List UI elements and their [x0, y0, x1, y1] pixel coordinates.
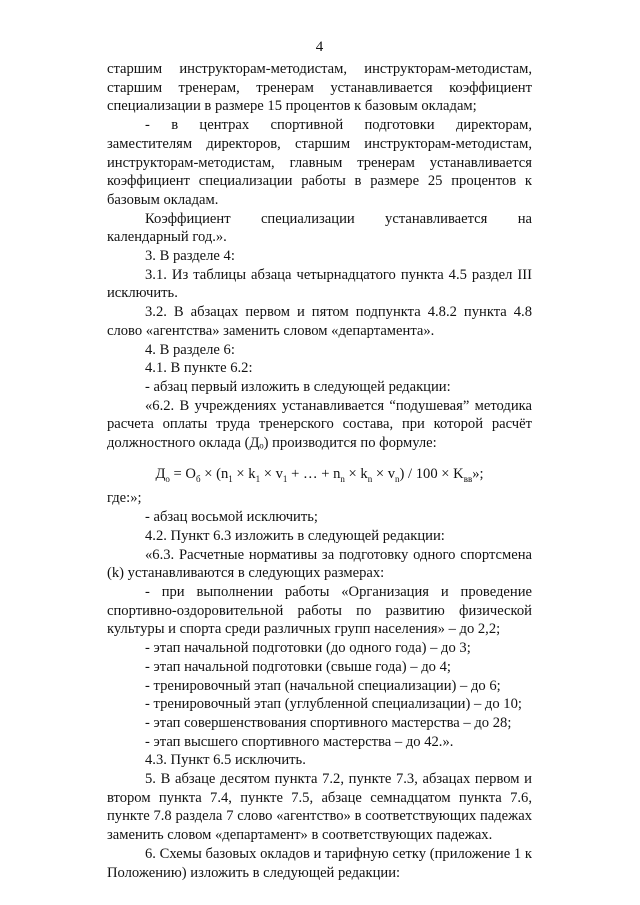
paragraph: старшим инструкторам-методистам, инструкторам-методистам, старшим тренерам, тренерам устанавливается коэффициент специализации в размере 15 процентов к базовым окладам;: [107, 61, 532, 115]
document-page: [107, 38, 532, 882]
paragraph: 4. В разделе 6:: [145, 341, 235, 358]
paragraph: 5. В абзаце десятом пункта 7.2, пункте 7.3, абзацах первом и втором пункта 7.4, пункте 7.5, абзаце семнадцатом пункта 7.6, пункте 7.8 раздела 7 слово «агентство» в соответствующих падежах заменить словом «департамент» в соответствующих падежах.: [107, 771, 532, 844]
paragraph: 6. Схемы базовых окладов и тарифную сетку (приложение 1 к Положению) изложить в следующей редакции:: [107, 845, 532, 881]
page-number: 4: [315, 39, 324, 55]
salary-formula: $Д_о = О_б \times (n_1 \times k_1 \times v_1$ + … + $n_n \times k_n \times v_n) / 100 \times K_{вв}$»;: [155, 465, 484, 484]
paragraph: «6.3. Расчетные нормативы за подготовку одного спортсмена (k) устанавливаются в следующих размерах:: [107, 546, 532, 582]
paragraph: 4.1. В пункте 6.2:: [145, 360, 253, 377]
paragraph: - тренировочный этап (начальной специализации) – до 6;: [145, 677, 501, 694]
paragraph: - этап начальной подготовки (до одного года) – до 3;: [145, 640, 471, 657]
paragraph: - абзац первый изложить в следующей редакции:: [145, 378, 451, 395]
text-block-bottom: [107, 489, 532, 882]
paragraph: 3. В разделе 4:: [145, 248, 235, 265]
text-block-top: [107, 60, 532, 453]
paragraph: - этап совершенствования спортивного мастерства – до 28;: [145, 714, 512, 731]
paragraph: 3.1. Из таблицы абзаца четырнадцатого пункта 4.5 раздел III исключить.: [107, 266, 532, 302]
paragraph: - в центрах спортивной подготовки директорам, заместителям директоров, старшим инструкторам-методистам, инструкторам-методистам, главным тренерам устанавливается коэффициент специализации работы в размере 25 процентов к базовым окладам.: [107, 117, 532, 208]
paragraph: 4.3. Пункт 6.5 исключить.: [145, 752, 306, 769]
paragraph: 4.2. Пункт 6.3 изложить в следующей редакции:: [145, 527, 445, 544]
paragraph: - абзац восьмой исключить;: [145, 509, 318, 526]
paragraph: 3.2. В абзацах первом и пятом подпункта 4.8.2 пункта 4.8 слово «агентства» заменить словом «департамента».: [107, 304, 532, 339]
paragraph: Коэффициент специализации устанавливается на календарный год.».: [107, 210, 532, 246]
paragraph: - при выполнении работы «Организация и проведение спортивно-оздоровительной работы по развитию физической культуры и спорта среди различных групп населения» – до 2,2;: [107, 583, 532, 638]
paragraph: - тренировочный этап (углубленной специализации) – до 10;: [145, 696, 522, 713]
paragraph: - этап начальной подготовки (свыше года) – до 4;: [145, 658, 451, 675]
paragraph: - этап высшего спортивного мастерства – до 42.».: [145, 733, 454, 750]
paragraph: где:»;: [107, 490, 142, 507]
paragraph: «6.2. В учреждениях устанавливается “подушевая” методика расчета оплаты труда тренерского состава, при которой расчёт должностного оклада (Дₒ) производится по формуле:: [107, 397, 532, 452]
